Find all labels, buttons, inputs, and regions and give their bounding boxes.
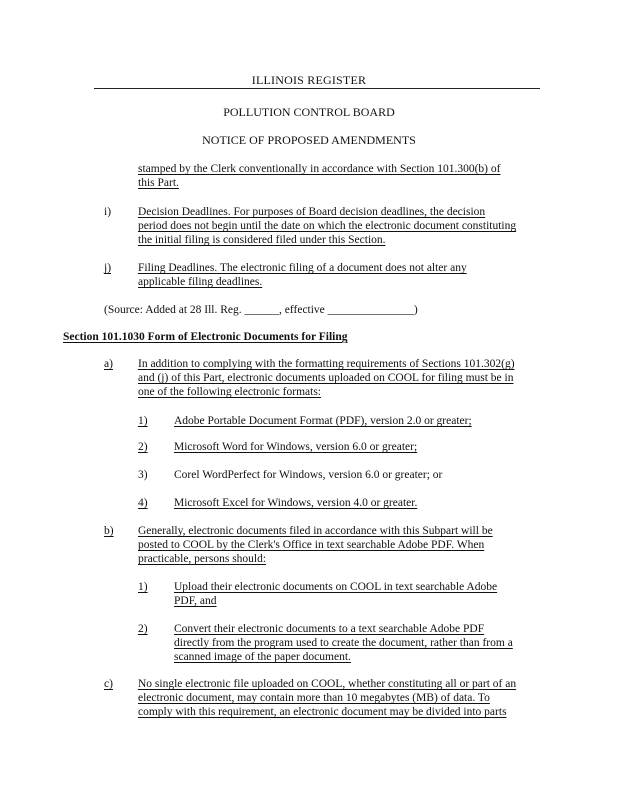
source-note [104, 303, 418, 317]
notice-title: NOTICE OF PROPOSED AMENDMENTS [202, 133, 416, 147]
subitem-text: directly from the program used to create the document, rather than from a [174, 637, 513, 649]
item-a-text: In addition to complying with the formatting requirements of Sections 101.302(g) [138, 358, 515, 370]
subitem-text: Upload their electronic documents on COOL in text searchable Adobe [174, 581, 498, 593]
subitem-label: 1) [138, 581, 148, 593]
header-rule [94, 88, 540, 89]
subitem-text: Adobe Portable Document Format (PDF), version 2.0 or greater; [174, 415, 472, 427]
source-prefix: (Source: Added at 28 Ill. Reg. [104, 304, 245, 316]
subitem-text: Microsoft Excel for Windows, version 4.0 or greater. [174, 497, 418, 509]
subitem-text: scanned image of the paper document. [174, 651, 351, 663]
item-label: j) [104, 262, 112, 274]
source-middle: , effective [279, 304, 328, 316]
item-a-text: and (j) of this Part, electronic documents uploaded on COOL for filing must be in [138, 372, 514, 384]
subitem-text: Microsoft Word for Windows, version 6.0 or greater; [174, 441, 418, 453]
source-blank: _______________ [327, 304, 414, 316]
subitem-label: 3) [138, 469, 148, 481]
item-a-text: one of the following electronic formats: [138, 386, 321, 398]
item-j-text: Filing Deadlines. The electronic filing of a document does not alter any [138, 262, 467, 274]
item-i-text: period does not begin until the date on which the electronic document constituting [138, 220, 517, 232]
item-i-text: Decision Deadlines. For purposes of Board decision deadlines, the decision [138, 206, 486, 218]
item-b-text: posted to COOL by the Clerk's Office in text searchable Adobe PDF. When [138, 539, 485, 551]
subitem-label: 2) [138, 441, 148, 453]
subitem-text: Convert their electronic documents to a text searchable Adobe PDF [174, 623, 485, 635]
item-label: i) [104, 206, 112, 218]
subitem-text: PDF, and [174, 595, 217, 607]
item-label: b) [104, 525, 114, 537]
item-c-text: electronic document, may contain more than 10 megabytes (MB) of data. To [138, 692, 490, 704]
item-b-text: Generally, electronic documents filed in accordance with this Subpart will be [138, 525, 493, 537]
item-i-text: the initial filing is considered filed under this Section. [138, 234, 386, 246]
source-blank: ______ [244, 304, 280, 316]
item-c-text: No single electronic file uploaded on COOL, whether constituting all or part of an [138, 678, 517, 690]
item-c-text: comply with this requirement, an electronic document may be divided into parts [138, 706, 507, 718]
item-label: c) [104, 678, 113, 690]
item-b-text: practicable, persons should: [138, 553, 267, 565]
carryover-line: this Part. [138, 177, 179, 189]
subitem-label: 2) [138, 623, 148, 635]
section-heading: Section 101.1030 Form of Electronic Documents for Filing [63, 331, 348, 343]
register-title: ILLINOIS REGISTER [251, 73, 367, 87]
item-label: a) [104, 358, 113, 370]
carryover-line: stamped by the Clerk conventionally in accordance with Section 101.300(b) of [138, 163, 501, 175]
source-suffix: ) [413, 304, 418, 316]
item-j-text: applicable filing deadlines. [138, 276, 263, 288]
agency-title: POLLUTION CONTROL BOARD [223, 105, 395, 119]
subitem-label: 4) [138, 497, 148, 509]
subitem-text: Corel WordPerfect for Windows, version 6.0 or greater; or [174, 469, 443, 481]
subitem-label: 1) [138, 415, 148, 427]
